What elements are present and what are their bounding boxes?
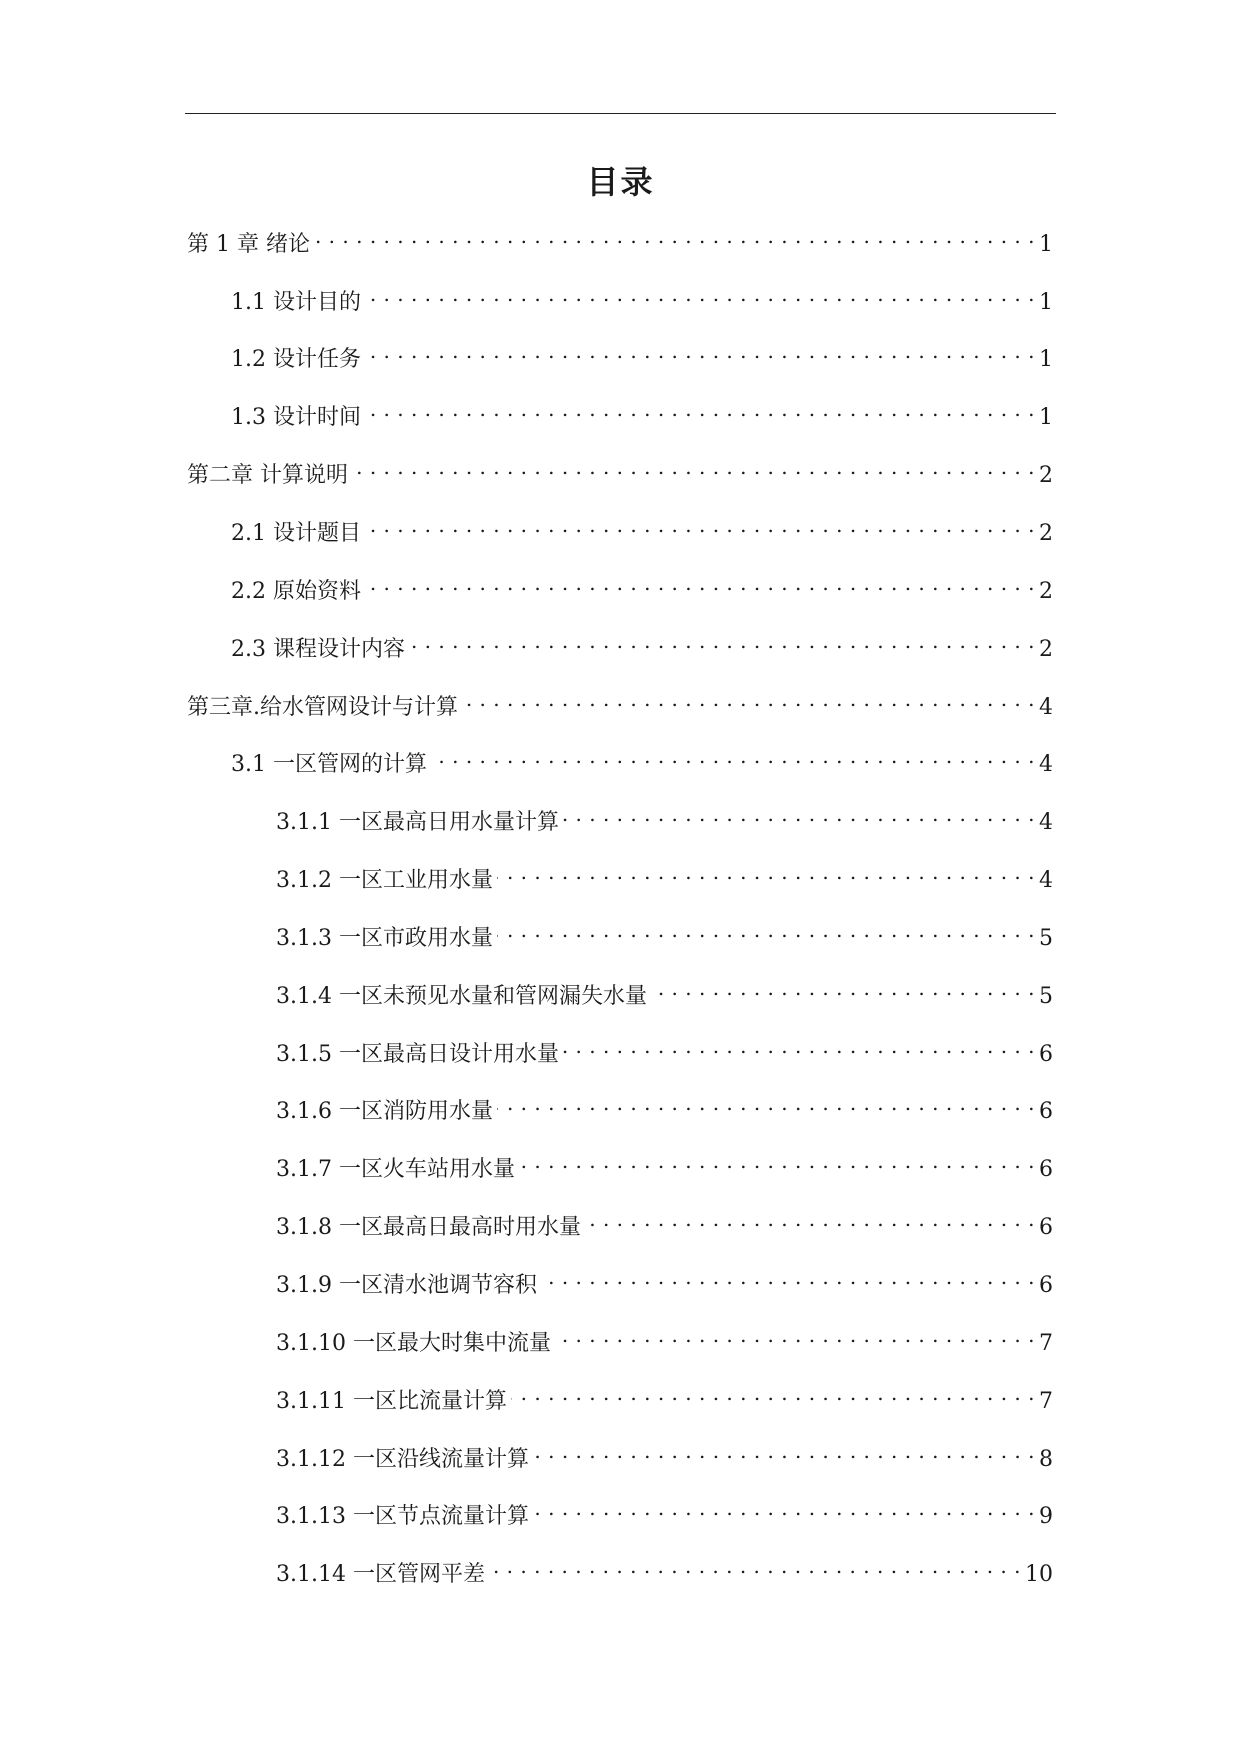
toc-entry-label: 3.1 一区管网的计算 [231, 752, 427, 777]
toc-entry-page: 6 [1039, 1273, 1053, 1298]
toc-entry-label: 3.1.3 一区市政用水量 [276, 926, 493, 951]
dot-leader [352, 452, 1035, 482]
dot-leader [431, 741, 1035, 771]
toc-entry-label: 2.1 设计题目 [231, 521, 361, 546]
toc-entry-label: 3.1.9 一区清水池调节容积 [276, 1273, 537, 1298]
toc-entry-3-1-7[interactable] [276, 1146, 1053, 1185]
toc-entry-label: 3.1.1 一区最高日用水量计算 [276, 810, 559, 835]
toc-entry-page: 6 [1039, 1042, 1053, 1067]
toc-entry-page: 4 [1039, 810, 1053, 835]
toc-entry-page: 4 [1039, 868, 1053, 893]
toc-entry-label: 1.1 设计目的 [231, 290, 361, 315]
dot-leader [409, 626, 1035, 656]
toc-entry-label: 第 1 章 绪论 [187, 232, 310, 257]
toc-entry-page: 8 [1039, 1447, 1053, 1472]
toc-entry-3-1-8[interactable] [276, 1204, 1053, 1243]
toc-entry-3-1-13[interactable] [276, 1493, 1053, 1532]
toc-title: 目录 [586, 163, 655, 201]
dot-leader [489, 1551, 1021, 1581]
toc-entry-page: 5 [1039, 984, 1053, 1009]
dot-leader [497, 857, 1035, 887]
toc-entry-label: 3.1.13 一区节点流量计算 [276, 1504, 529, 1529]
toc-entry-label: 2.2 原始资料 [231, 579, 361, 604]
toc-entry-2-1[interactable] [231, 510, 1053, 549]
toc-entry-ch1[interactable] [187, 221, 1053, 260]
toc-entry-page: 4 [1039, 695, 1053, 720]
toc-entry-page: 1 [1039, 232, 1053, 257]
toc-entry-ch3[interactable] [187, 684, 1053, 723]
toc-entry-3-1-6[interactable] [276, 1088, 1053, 1127]
toc-entry-label: 第二章 计算说明 [187, 463, 348, 488]
toc-entry-label: 2.3 课程设计内容 [231, 637, 405, 662]
dot-leader [651, 973, 1035, 1003]
dot-leader [365, 279, 1035, 309]
toc-entry-page: 9 [1039, 1504, 1053, 1529]
toc-entry-page: 6 [1039, 1157, 1053, 1182]
dot-leader [511, 1378, 1035, 1408]
toc-entry-ch2[interactable] [187, 452, 1053, 491]
dot-leader [585, 1204, 1035, 1234]
toc-entry-3-1-3[interactable] [276, 915, 1053, 954]
toc-entry-page: 2 [1039, 463, 1053, 488]
toc-entry-page: 6 [1039, 1215, 1053, 1240]
toc-entry-label: 3.1.14 一区管网平差 [276, 1562, 485, 1587]
toc-entry-3-1-12[interactable] [276, 1436, 1053, 1475]
dot-leader [555, 1320, 1035, 1350]
toc-entry-3-1-10[interactable] [276, 1320, 1053, 1359]
toc-entry-label: 3.1.7 一区火车站用水量 [276, 1157, 515, 1182]
dot-leader [533, 1436, 1035, 1466]
toc-entry-3-1-14[interactable] [276, 1551, 1053, 1590]
toc-entry-label: 第三章.给水管网设计与计算 [187, 695, 458, 720]
toc-entry-page: 1 [1039, 347, 1053, 372]
dot-leader [497, 1088, 1035, 1118]
toc-entry-page: 2 [1039, 521, 1053, 546]
toc-entry-1-1[interactable] [231, 279, 1053, 318]
toc-entry-page: 7 [1039, 1389, 1053, 1414]
dot-leader [519, 1146, 1035, 1176]
toc-entry-page: 7 [1039, 1331, 1053, 1356]
toc-entry-1-2[interactable] [231, 336, 1053, 375]
toc-entry-page: 5 [1039, 926, 1053, 951]
toc-entry-label: 3.1.8 一区最高日最高时用水量 [276, 1215, 581, 1240]
toc-entry-label: 1.3 设计时间 [231, 405, 361, 430]
toc-entry-label: 3.1.2 一区工业用水量 [276, 868, 493, 893]
toc-entry-3-1-5[interactable] [276, 1031, 1053, 1070]
header-rule [185, 113, 1056, 114]
dot-leader [541, 1262, 1035, 1292]
dot-leader [497, 915, 1035, 945]
dot-leader [563, 799, 1035, 829]
toc-entry-label: 1.2 设计任务 [231, 347, 361, 372]
toc-entry-page: 1 [1039, 405, 1053, 430]
toc-entry-page: 1 [1039, 290, 1053, 315]
toc-entry-page: 2 [1039, 637, 1053, 662]
toc-entry-label: 3.1.6 一区消防用水量 [276, 1099, 493, 1124]
toc-entry-2-2[interactable] [231, 568, 1053, 607]
toc-entry-3-1-1[interactable] [276, 799, 1053, 838]
toc-entry-label: 3.1.5 一区最高日设计用水量 [276, 1042, 559, 1067]
dot-leader [365, 510, 1035, 540]
dot-leader [533, 1493, 1035, 1523]
toc-entry-page: 10 [1025, 1562, 1053, 1587]
dot-leader [365, 336, 1035, 366]
dot-leader [365, 394, 1035, 424]
dot-leader [314, 221, 1035, 251]
toc-entry-2-3[interactable] [231, 626, 1053, 665]
toc-entry-3-1-9[interactable] [276, 1262, 1053, 1301]
toc-entry-label: 3.1.4 一区未预见水量和管网漏失水量 [276, 984, 647, 1009]
dot-leader [462, 684, 1035, 714]
toc-entry-3-1-11[interactable] [276, 1378, 1053, 1417]
dot-leader [365, 568, 1035, 598]
toc-entry-page: 4 [1039, 752, 1053, 777]
toc-entry-page: 2 [1039, 579, 1053, 604]
toc-entry-label: 3.1.11 一区比流量计算 [276, 1389, 507, 1414]
toc-entry-3-1-2[interactable] [276, 857, 1053, 896]
toc-entry-3-1[interactable] [231, 741, 1053, 780]
toc-entry-3-1-4[interactable] [276, 973, 1053, 1012]
toc-entry-page: 6 [1039, 1099, 1053, 1124]
toc-entry-label: 3.1.12 一区沿线流量计算 [276, 1447, 529, 1472]
toc-entry-1-3[interactable] [231, 394, 1053, 433]
toc-entry-label: 3.1.10 一区最大时集中流量 [276, 1331, 551, 1356]
dot-leader [563, 1031, 1035, 1061]
